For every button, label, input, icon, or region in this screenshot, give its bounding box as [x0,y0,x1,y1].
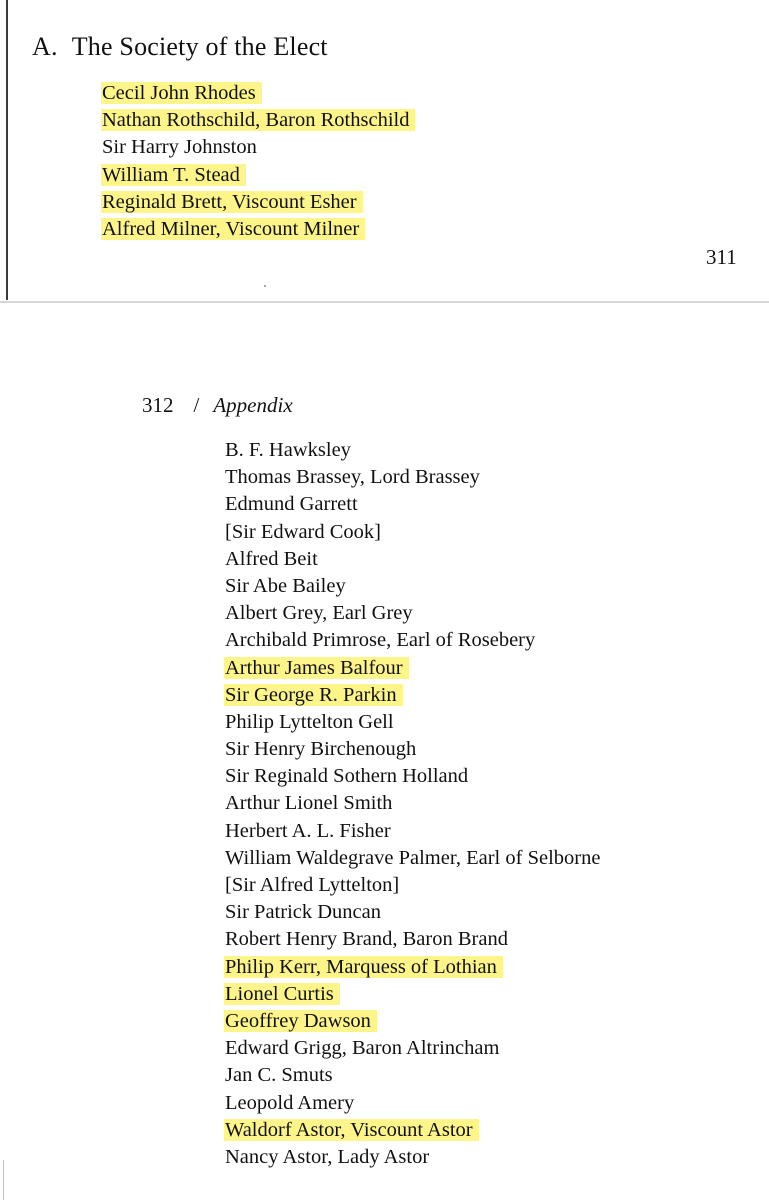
running-head-separator: / [193,393,200,417]
member-item [225,1144,606,1171]
section-title: The Society of the Elect [71,32,328,61]
member-item [225,1117,606,1144]
highlighted-member-name: Geoffrey Dawson [224,1010,377,1032]
member-item [225,1008,606,1035]
member-item [225,981,606,1008]
running-head [142,393,293,418]
member-name: Edward Grigg, Baron Altrincham [225,1037,500,1060]
member-name: William Waldegrave Palmer, Earl of Selborne [225,846,601,869]
member-name: Albert Grey, Earl Grey [225,602,413,625]
page-divider [0,301,769,303]
member-name: Sir Reginald Sothern Holland [225,765,469,788]
member-item [225,1062,606,1089]
highlighted-member-name: Sir George R. Parkin [224,684,403,706]
member-item [225,464,606,491]
highlighted-member-name: Arthur James Balfour [224,657,409,679]
member-name: Thomas Brassey, Lord Brassey [225,466,480,489]
scan-speck [264,285,266,287]
member-name: B. F. Hawksley [225,439,351,461]
highlighted-member-name: Alfred Milner, Viscount Milner [101,218,365,240]
member-item [225,872,606,899]
member-item [102,107,415,134]
member-item [225,519,606,546]
member-item [225,437,606,464]
member-item [102,80,415,107]
member-item [102,189,415,216]
page-edge-shadow-lower [3,1160,4,1200]
member-name: Jan C. Smuts [225,1064,333,1087]
highlighted-member-name: Philip Kerr, Marquess of Lothian [224,956,503,978]
member-name: Robert Henry Brand, Baron Brand [225,928,508,951]
member-item [102,216,415,243]
member-name: Alfred Beit [225,547,318,570]
member-name: Nancy Astor, Lady Astor [225,1145,430,1168]
member-name: Archibald Primrose, Earl of Rosebery [225,629,536,652]
highlighted-member-name: Lionel Curtis [224,983,340,1005]
member-name: Edmund Garrett [225,493,358,516]
member-name: Leopold Amery [225,1091,355,1114]
member-item [225,1035,606,1062]
member-item [225,818,606,845]
running-head-title: Appendix [213,393,293,417]
member-item [225,491,606,518]
member-item [225,709,606,736]
member-name: [Sir Edward Cook] [225,520,382,543]
top-member-list [102,80,415,243]
member-item [225,600,606,627]
member-item [225,926,606,953]
member-name: Arthur Lionel Smith [225,792,393,815]
member-item [225,627,606,654]
section-heading [32,32,328,62]
member-name: Sir Harry Johnston [102,136,257,159]
member-item [225,845,606,872]
bottom-member-list [225,437,606,1171]
member-item [225,763,606,790]
page-number-312: 312 [142,393,174,417]
highlighted-member-name: Reginald Brett, Viscount Esher [101,191,363,213]
member-item [225,954,606,981]
member-item [225,736,606,763]
highlighted-member-name: Waldorf Astor, Viscount Astor [224,1119,479,1141]
member-item [225,1090,606,1117]
member-item [225,682,606,709]
member-item [225,899,606,926]
member-item [225,655,606,682]
member-item [225,573,606,600]
member-item [102,134,415,161]
page-edge-shadow [6,0,8,300]
section-letter: A. [32,32,58,61]
member-name: Philip Lyttelton Gell [225,710,394,733]
member-name: Sir Patrick Duncan [225,901,381,924]
member-name: Sir Abe Bailey [225,574,346,597]
member-item [102,162,415,189]
highlighted-member-name: William T. Stead [101,164,246,186]
highlighted-member-name: Cecil John Rhodes [101,82,262,104]
member-name: Sir Henry Birchenough [225,738,417,761]
member-name: Herbert A. L. Fisher [225,819,391,842]
member-item [225,546,606,573]
member-item [225,790,606,817]
highlighted-member-name: Nathan Rothschild, Baron Rothschild [101,109,415,131]
page-number-311: 311 [706,245,737,269]
member-name: [Sir Alfred Lyttelton] [225,874,400,896]
